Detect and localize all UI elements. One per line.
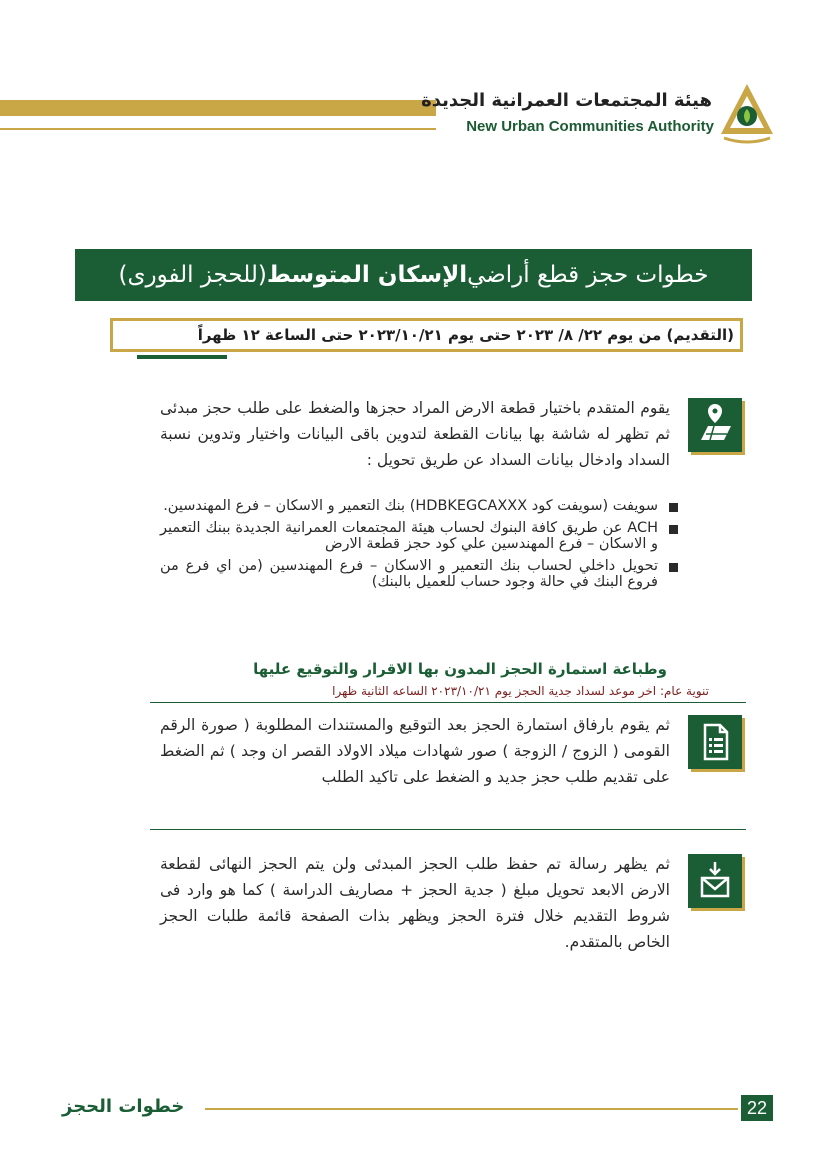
page-number: 22 bbox=[741, 1095, 773, 1121]
header-gold-bar bbox=[0, 100, 436, 116]
date-range-box bbox=[110, 318, 743, 352]
title-bold: الإسكان المتوسط bbox=[266, 262, 468, 288]
general-note: تنوية عام: اخر موعد لسداد جدية الحجز يوم ٢٠٢٣/١٠/٢١ الساعه الثانية ظهرا bbox=[332, 684, 709, 698]
bullet-item: ACH عن طريق كافة البنوك لحساب هيئة المجتمعات العمرانية الجديدة ببنك التعمير و الاسكان – فرع المهندسين علي كود حجز قطعة الارض bbox=[160, 520, 680, 552]
signature-instruction: وطباعة استمارة الحجز المدون بها الاقرار والتوقيع عليها bbox=[253, 660, 667, 678]
title-part-2: (للحجز الفورى) bbox=[118, 262, 267, 288]
date-range-text: (التقديم) من يوم ٢٢/ ٨/ ٢٠٢٣ حتى يوم ٢٠٢٣/١٠/٢١ حتى الساعة ١٢ ظهراً bbox=[197, 326, 734, 344]
step-3-text: ثم يظهر رسالة تم حفظ طلب الحجز المبدئى ولن يتم الحجز النهائى لقطعة الارض الابعد تحويل مبلغ ( جدية الحجز + مصاريف الدراسة ) كما هو وارد فى شروط التقديم خلال فترة الحجز ويظهر بذات الصفحة قائمة طلبات الحجز الخاص بالمتقدم. bbox=[160, 855, 670, 951]
header-gold-line bbox=[0, 128, 436, 130]
bullet-item: سويفت (سويفت كود HDBKEGCAXXX) بنك التعمير و الاسكان – فرع المهندسين. bbox=[160, 498, 680, 514]
date-underline bbox=[137, 355, 227, 359]
section-divider bbox=[150, 829, 746, 830]
title-part-1: خطوات حجز قطع أراضي bbox=[467, 262, 709, 288]
document-list-icon bbox=[688, 715, 742, 769]
logo-icon bbox=[718, 82, 776, 144]
bullet-square-icon bbox=[669, 503, 678, 512]
bullet-square-icon bbox=[669, 525, 678, 534]
step-2-text: ثم يقوم بارفاق استمارة الحجز بعد التوقيع والمستندات المطلوبة ( صورة الرقم القومى ( الزوج / الزوجة ) صور شهادات ميلاد الاولاد القصر ان وجد ) ثم الضغط على تقديم طلب حجز جديد و الضغط على تاكيد الطلب bbox=[160, 716, 670, 786]
org-name-english: New Urban Communities Authority bbox=[466, 118, 714, 135]
step-1-text: يقوم المتقدم باختيار قطعة الارض المراد حجزها والضغط على طلب حجز مبدئى ثم تظهر له شاشة بها بيانات القطعة لتدوين باقى البيانات واختيار وتدوين نسبة السداد وادخال بيانات السداد عن طريق تحويل : bbox=[160, 399, 670, 469]
map-pin-icon bbox=[688, 398, 742, 452]
bullet-item: تحويل داخلي لحساب بنك التعمير و الاسكان – فرع المهندسين (من اي فرع من فروع البنك في حالة وجود حساب للعميل بالبنك) bbox=[160, 558, 680, 590]
section-divider bbox=[150, 702, 746, 703]
footer-section-title: خطوات الحجز bbox=[62, 1096, 185, 1117]
bullet-square-icon bbox=[669, 563, 678, 572]
mail-download-icon bbox=[688, 854, 742, 908]
footer-gold-line bbox=[205, 1108, 738, 1110]
org-name-arabic: هيئة المجتمعات العمرانية الجديدة bbox=[421, 90, 712, 111]
page-title bbox=[75, 249, 752, 301]
step-1-bullets bbox=[160, 498, 680, 596]
